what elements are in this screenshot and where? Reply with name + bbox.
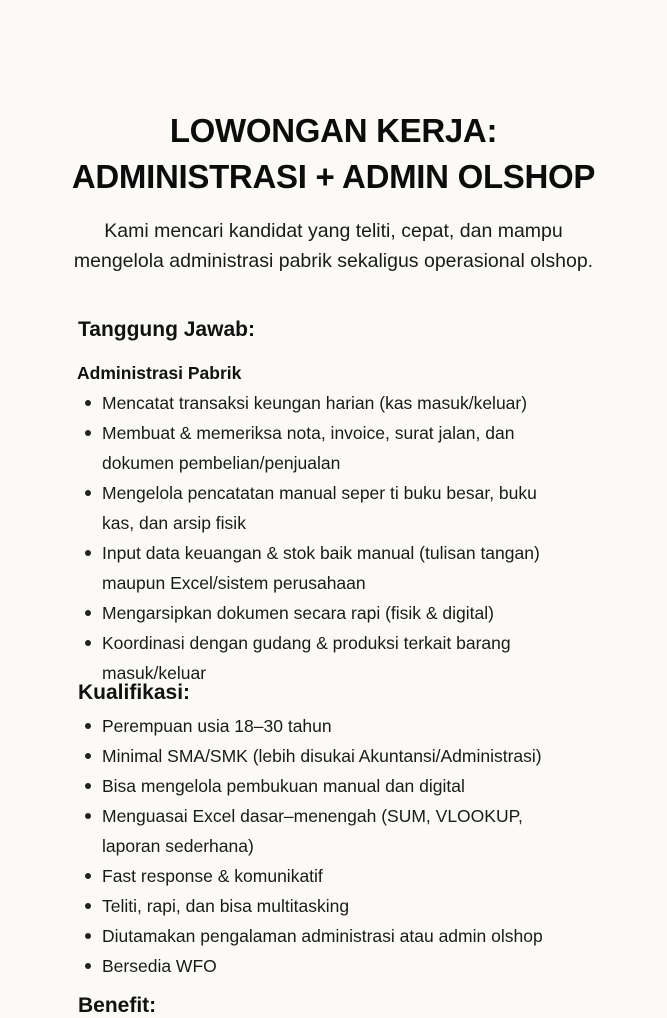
bullet-icon bbox=[85, 873, 91, 879]
bullet-icon bbox=[85, 753, 91, 759]
bullet-icon bbox=[85, 550, 91, 556]
list-item: Mencatat transaksi keungan harian (kas masuk/keluar) bbox=[78, 388, 578, 418]
bullet-icon bbox=[85, 400, 91, 406]
list-item: Bersedia WFO bbox=[78, 951, 598, 981]
page-title bbox=[0, 108, 667, 200]
list-item: Bisa mengelola pembukuan manual dan digital bbox=[78, 771, 598, 801]
bullet-icon bbox=[85, 640, 91, 646]
list-item: Membuat & memeriksa nota, invoice, surat jalan, dan dokumen pembelian/penjualan bbox=[78, 418, 578, 478]
bullet-icon bbox=[85, 723, 91, 729]
bullet-icon bbox=[85, 783, 91, 789]
benefits-heading: Benefit: bbox=[78, 994, 157, 1017]
bullet-icon bbox=[85, 963, 91, 969]
bullet-icon bbox=[85, 490, 91, 496]
factory-admin-subheading: Administrasi Pabrik bbox=[77, 363, 242, 383]
bullet-icon bbox=[85, 610, 91, 616]
bullet-icon bbox=[85, 903, 91, 909]
qualifications-list bbox=[78, 711, 598, 981]
list-item: Diutamakan pengalaman administrasi atau admin olshop bbox=[78, 921, 598, 951]
list-item: Input data keuangan & stok baik manual (tulisan tangan) maupun Excel/sistem perusahaan bbox=[78, 538, 578, 598]
list-item: Teliti, rapi, dan bisa multitasking bbox=[78, 891, 598, 921]
responsibilities-list bbox=[78, 388, 578, 688]
list-item: Fast response & komunikatif bbox=[78, 861, 598, 891]
list-item: Perempuan usia 18–30 tahun bbox=[78, 711, 598, 741]
title-line-1: LOWONGAN KERJA: bbox=[169, 112, 498, 149]
bullet-icon bbox=[85, 933, 91, 939]
list-item: Menguasai Excel dasar–menengah (SUM, VLOOKUP, laporan sederhana) bbox=[78, 801, 572, 861]
list-item: Minimal SMA/SMK (lebih disukai Akuntansi/Administrasi) bbox=[78, 741, 598, 771]
list-item: Mengelola pencatatan manual seper ti buku besar, buku kas, dan arsip fisik bbox=[78, 478, 542, 538]
responsibilities-heading: Tanggung Jawab: bbox=[78, 318, 255, 341]
bullet-icon bbox=[85, 430, 91, 436]
bullet-icon bbox=[85, 813, 91, 819]
title-line-2: ADMINISTRASI + ADMIN OLSHOP bbox=[71, 158, 596, 195]
list-item: Mengarsipkan dokumen secara rapi (fisik & digital) bbox=[78, 598, 578, 628]
list-item: Koordinasi dengan gudang & produksi terkait barang masuk/keluar bbox=[78, 628, 578, 688]
qualifications-heading: Kualifikasi: bbox=[78, 681, 191, 704]
intro-text: Kami mencari kandidat yang teliti, cepat, dan mampu mengelola administrasi pabrik sekaligus operasional olshop. bbox=[73, 220, 594, 272]
